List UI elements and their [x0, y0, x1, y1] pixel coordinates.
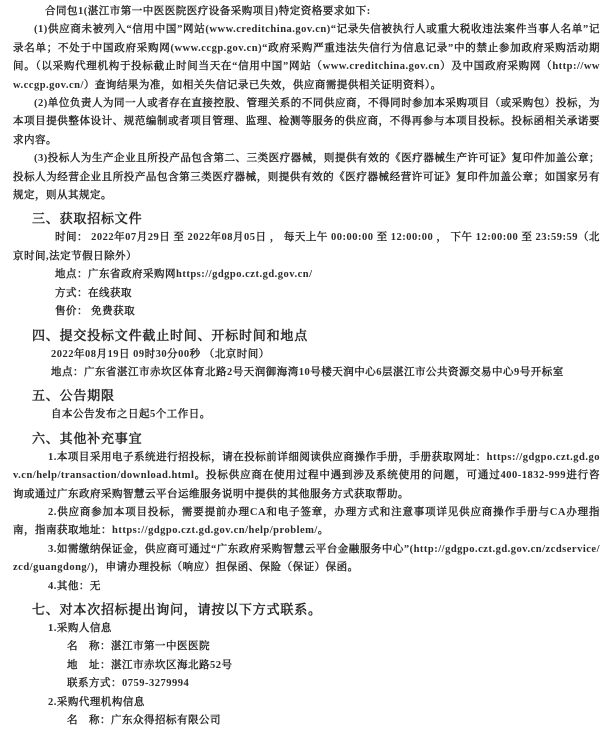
section-title-contact-info: 七、对本次招标提出询问，请按以下方式联系。 [32, 601, 322, 617]
purchaser-info-heading: 1.采购人信息 [48, 622, 112, 634]
qualification-item-2: (2)单位负责人为同一人或者存在直接控股、管理关系的不同供应商，不得同时参加本采购项目（或采购包）投标，为本项目提供整体设计、规范编制或者项目管理、监理、检测等服务的供应商，不得再参与本项目投标。投标函相关承诺要求内容。 [13, 98, 600, 146]
announcement-period-body: 自本公告发布之日起5个工作日。 [51, 409, 211, 421]
section-title-supplementary-matters: 六、其他补充事宜 [32, 430, 143, 446]
qualification-item-3: (3)投标人为生产企业且所投产品包含第二、三类医疗器械，则提供有效的《医疗器械生产许可证》复印件加盖公章；投标人为经营企业且所投产品包含第三类医疗器械，则提供有效的《医疗器械经营许可证》复印件加盖公章；如国家另有规定，则从其规定。 [13, 153, 600, 202]
section-title-announcement-period: 五、公告期限 [32, 388, 115, 404]
obtain-method: 方式：在线获取 [55, 287, 132, 299]
section-bid-submission [13, 328, 600, 383]
purchaser-address: 地 址：湛江市赤坎区海北路52号 [67, 659, 233, 671]
bid-opening-location: 地点：广东省湛江市赤坎区体育北路2号天润御海湾10号楼天润中心6层湛江市公共资源交易中心9号开标室 [51, 366, 564, 378]
purchaser-name: 名 称：湛江市第一中医医院 [67, 641, 210, 653]
agency-name: 名 称：广东众得招标有限公司 [67, 715, 221, 726]
section-title-obtain-documents: 三、获取招标文件 [32, 211, 143, 227]
section-contact-info [13, 602, 600, 730]
supplementary-item-1: 1.本项目采用电子系统进行招投标，请在投标前详细阅读供应商操作手册，手册获取网址：https://gdgpo.czt.gd.gov.cn/help/transaction/download.html。投标供应商在使用过程中遇到涉及系统使用的问题，可通过400-1832-999进行咨询或通过广东政府采购智慧云平台运维服务说明中提供的其他服务方式获取帮助。 [13, 451, 600, 500]
section-supplementary-matters [13, 431, 600, 596]
section-obtain-documents [13, 211, 600, 321]
section-announcement-period [13, 388, 600, 424]
qualification-item-1: (1)供应商未被列入“信用中国”网站(www.creditchina.gov.cn)“记录失信被执行人或重大税收违法案件当事人名单”记录名单；不处于中国政府采购网(www.ccgp.gov.cn)“政府采购严重违法失信行为信息记录”中的禁止参加政府采购活动期间。（以采购代理机构于投标截止时间当天在“信用中国”网站（www.creditchina.gov.cn）及中国政府采购网（http://www.ccgp.gov.cn/）查询结果为准，如相关失信记录已失效，供应商需提供相关证明资料）。 [13, 24, 600, 91]
purchaser-contact: 联系方式：0759-3279994 [67, 678, 190, 690]
supplementary-item-2: 2.供应商参加本项目投标，需要提前办理CA和电子签章，办理方式和注意事项详见供应商操作手册与CA办理指南，指南获取地址：https://gdgpo.czt.gd.gov.cn/help/problem/。 [13, 506, 600, 537]
section-title-bid-submission: 四、提交投标文件截止时间、开标时间和地点 [32, 327, 309, 343]
obtain-location: 地点：广东省政府采购网https://gdgpo.czt.gd.gov.cn/ [55, 269, 313, 281]
supplementary-item-4: 4.其他：无 [48, 580, 101, 592]
obtain-time: 时间： 2022年07月29日 至 2022年08月05日 ， 每天上午 00:00:00 至 12:00:00 ， 下午 12:00:00 至 23:59:59（北京时间,法定节假日除外） [13, 232, 600, 262]
obtain-price: 售价： 免费获取 [55, 306, 136, 318]
supplementary-item-3: 3.如需缴纳保证金，供应商可通过“广东政府采购智慧云平台金融服务中心”(http://gdgpo.czt.gd.gov.cn/zcdservice/zcd/guangdong/)，申请办理投标（响应）担保函、保险（保证）保函。 [13, 543, 600, 574]
bid-deadline-datetime: 2022年08月19日 09时30分00秒 （北京时间） [51, 348, 270, 360]
agency-info-heading: 2.采购代理机构信息 [48, 696, 145, 708]
contract-package-heading: 合同包1(湛江市第一中医医院医疗设备采购项目)特定资格要求如下: [45, 6, 371, 17]
